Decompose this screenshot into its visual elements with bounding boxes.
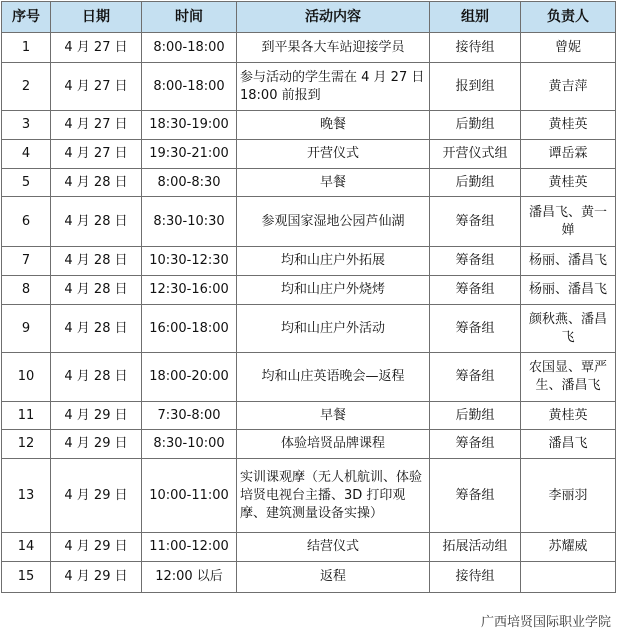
group-cell: 筹备组 xyxy=(430,459,521,533)
lead-cell: 潘昌飞、黄一婵 xyxy=(521,197,616,247)
table-row xyxy=(2,276,616,305)
lead-cell: 黄桂英 xyxy=(521,169,616,197)
table-row xyxy=(2,63,616,111)
group-cell: 后勤组 xyxy=(430,111,521,140)
time-cell: 18:30-19:00 xyxy=(142,111,237,140)
table-row xyxy=(2,533,616,562)
column-header: 日期 xyxy=(51,2,142,33)
time-cell: 18:00-20:00 xyxy=(142,353,237,402)
group-cell: 接待组 xyxy=(430,562,521,593)
time-cell: 10:00-11:00 xyxy=(142,459,237,533)
lead-cell: 潘昌飞 xyxy=(521,430,616,459)
group-cell: 筹备组 xyxy=(430,276,521,305)
row-number: 2 xyxy=(2,63,51,111)
time-cell: 19:30-21:00 xyxy=(142,140,237,169)
watermark: 广西培贤国际职业学院 xyxy=(481,611,611,630)
date-cell: 4 月 29 日 xyxy=(51,562,142,593)
lead-cell: 苏耀威 xyxy=(521,533,616,562)
activity-cell: 均和山庄户外烧烤 xyxy=(237,276,430,305)
group-cell: 筹备组 xyxy=(430,353,521,402)
activity-cell: 早餐 xyxy=(237,402,430,430)
group-cell: 接待组 xyxy=(430,33,521,63)
activity-cell: 均和山庄户外活动 xyxy=(237,305,430,353)
column-header: 活动内容 xyxy=(237,2,430,33)
table-row xyxy=(2,305,616,353)
date-cell: 4 月 28 日 xyxy=(51,353,142,402)
activity-cell: 返程 xyxy=(237,562,430,593)
schedule-table xyxy=(1,1,616,593)
time-cell: 8:00-18:00 xyxy=(142,63,237,111)
group-cell: 筹备组 xyxy=(430,247,521,276)
table-row xyxy=(2,459,616,533)
group-cell: 筹备组 xyxy=(430,430,521,459)
time-cell: 12:30-16:00 xyxy=(142,276,237,305)
date-cell: 4 月 28 日 xyxy=(51,276,142,305)
lead-cell: 杨丽、潘昌飞 xyxy=(521,247,616,276)
row-number: 14 xyxy=(2,533,51,562)
row-number: 5 xyxy=(2,169,51,197)
date-cell: 4 月 28 日 xyxy=(51,169,142,197)
time-cell: 10:30-12:30 xyxy=(142,247,237,276)
table-row xyxy=(2,562,616,593)
table-row xyxy=(2,33,616,63)
row-number: 15 xyxy=(2,562,51,593)
lead-cell: 黄吉萍 xyxy=(521,63,616,111)
date-cell: 4 月 27 日 xyxy=(51,63,142,111)
group-cell: 后勤组 xyxy=(430,402,521,430)
lead-cell: 黄桂英 xyxy=(521,402,616,430)
table-row xyxy=(2,353,616,402)
activity-cell: 均和山庄英语晚会—返程 xyxy=(237,353,430,402)
group-cell: 筹备组 xyxy=(430,197,521,247)
activity-cell: 参与活动的学生需在 4 月 27 日 18:00 前报到 xyxy=(237,63,430,111)
date-cell: 4 月 27 日 xyxy=(51,111,142,140)
date-cell: 4 月 28 日 xyxy=(51,305,142,353)
lead-cell: 黄桂英 xyxy=(521,111,616,140)
lead-cell: 农国显、覃严生、潘昌飞 xyxy=(521,353,616,402)
lead-cell xyxy=(521,562,616,593)
time-cell: 11:00-12:00 xyxy=(142,533,237,562)
row-number: 12 xyxy=(2,430,51,459)
activity-cell: 实训课观摩（无人机航训、体验培贤电视台主播、3D 打印观摩、建筑测量设备实操） xyxy=(237,459,430,533)
column-header: 序号 xyxy=(2,2,51,33)
row-number: 10 xyxy=(2,353,51,402)
activity-cell: 体验培贤品牌课程 xyxy=(237,430,430,459)
row-number: 9 xyxy=(2,305,51,353)
date-cell: 4 月 27 日 xyxy=(51,33,142,63)
row-number: 1 xyxy=(2,33,51,63)
table-row xyxy=(2,140,616,169)
time-cell: 16:00-18:00 xyxy=(142,305,237,353)
activity-cell: 结营仪式 xyxy=(237,533,430,562)
date-cell: 4 月 28 日 xyxy=(51,247,142,276)
column-header: 组别 xyxy=(430,2,521,33)
row-number: 13 xyxy=(2,459,51,533)
table-row xyxy=(2,247,616,276)
header-row xyxy=(2,2,616,33)
date-cell: 4 月 28 日 xyxy=(51,197,142,247)
group-cell: 开营仪式组 xyxy=(430,140,521,169)
row-number: 11 xyxy=(2,402,51,430)
time-cell: 7:30-8:00 xyxy=(142,402,237,430)
activity-cell: 均和山庄户外拓展 xyxy=(237,247,430,276)
row-number: 3 xyxy=(2,111,51,140)
group-cell: 报到组 xyxy=(430,63,521,111)
table-row xyxy=(2,402,616,430)
activity-cell: 开营仪式 xyxy=(237,140,430,169)
group-cell: 后勤组 xyxy=(430,169,521,197)
lead-cell: 曾妮 xyxy=(521,33,616,63)
date-cell: 4 月 29 日 xyxy=(51,430,142,459)
table-row xyxy=(2,430,616,459)
activity-cell: 早餐 xyxy=(237,169,430,197)
lead-cell: 谭岳霖 xyxy=(521,140,616,169)
table-row xyxy=(2,111,616,140)
row-number: 7 xyxy=(2,247,51,276)
group-cell: 筹备组 xyxy=(430,305,521,353)
table-row xyxy=(2,169,616,197)
time-cell: 12:00 以后 xyxy=(142,562,237,593)
date-cell: 4 月 29 日 xyxy=(51,533,142,562)
lead-cell: 杨丽、潘昌飞 xyxy=(521,276,616,305)
group-cell: 拓展活动组 xyxy=(430,533,521,562)
date-cell: 4 月 29 日 xyxy=(51,402,142,430)
lead-cell: 颜秋燕、潘昌飞 xyxy=(521,305,616,353)
activity-cell: 晚餐 xyxy=(237,111,430,140)
row-number: 8 xyxy=(2,276,51,305)
date-cell: 4 月 27 日 xyxy=(51,140,142,169)
column-header: 时间 xyxy=(142,2,237,33)
lead-cell: 李丽羽 xyxy=(521,459,616,533)
date-cell: 4 月 29 日 xyxy=(51,459,142,533)
time-cell: 8:30-10:30 xyxy=(142,197,237,247)
activity-cell: 参观国家湿地公园芦仙湖 xyxy=(237,197,430,247)
time-cell: 8:00-8:30 xyxy=(142,169,237,197)
time-cell: 8:00-18:00 xyxy=(142,33,237,63)
schedule-body xyxy=(2,33,616,593)
activity-cell: 到平果各大车站迎接学员 xyxy=(237,33,430,63)
table-row xyxy=(2,197,616,247)
row-number: 4 xyxy=(2,140,51,169)
row-number: 6 xyxy=(2,197,51,247)
column-header: 负责人 xyxy=(521,2,616,33)
time-cell: 8:30-10:00 xyxy=(142,430,237,459)
